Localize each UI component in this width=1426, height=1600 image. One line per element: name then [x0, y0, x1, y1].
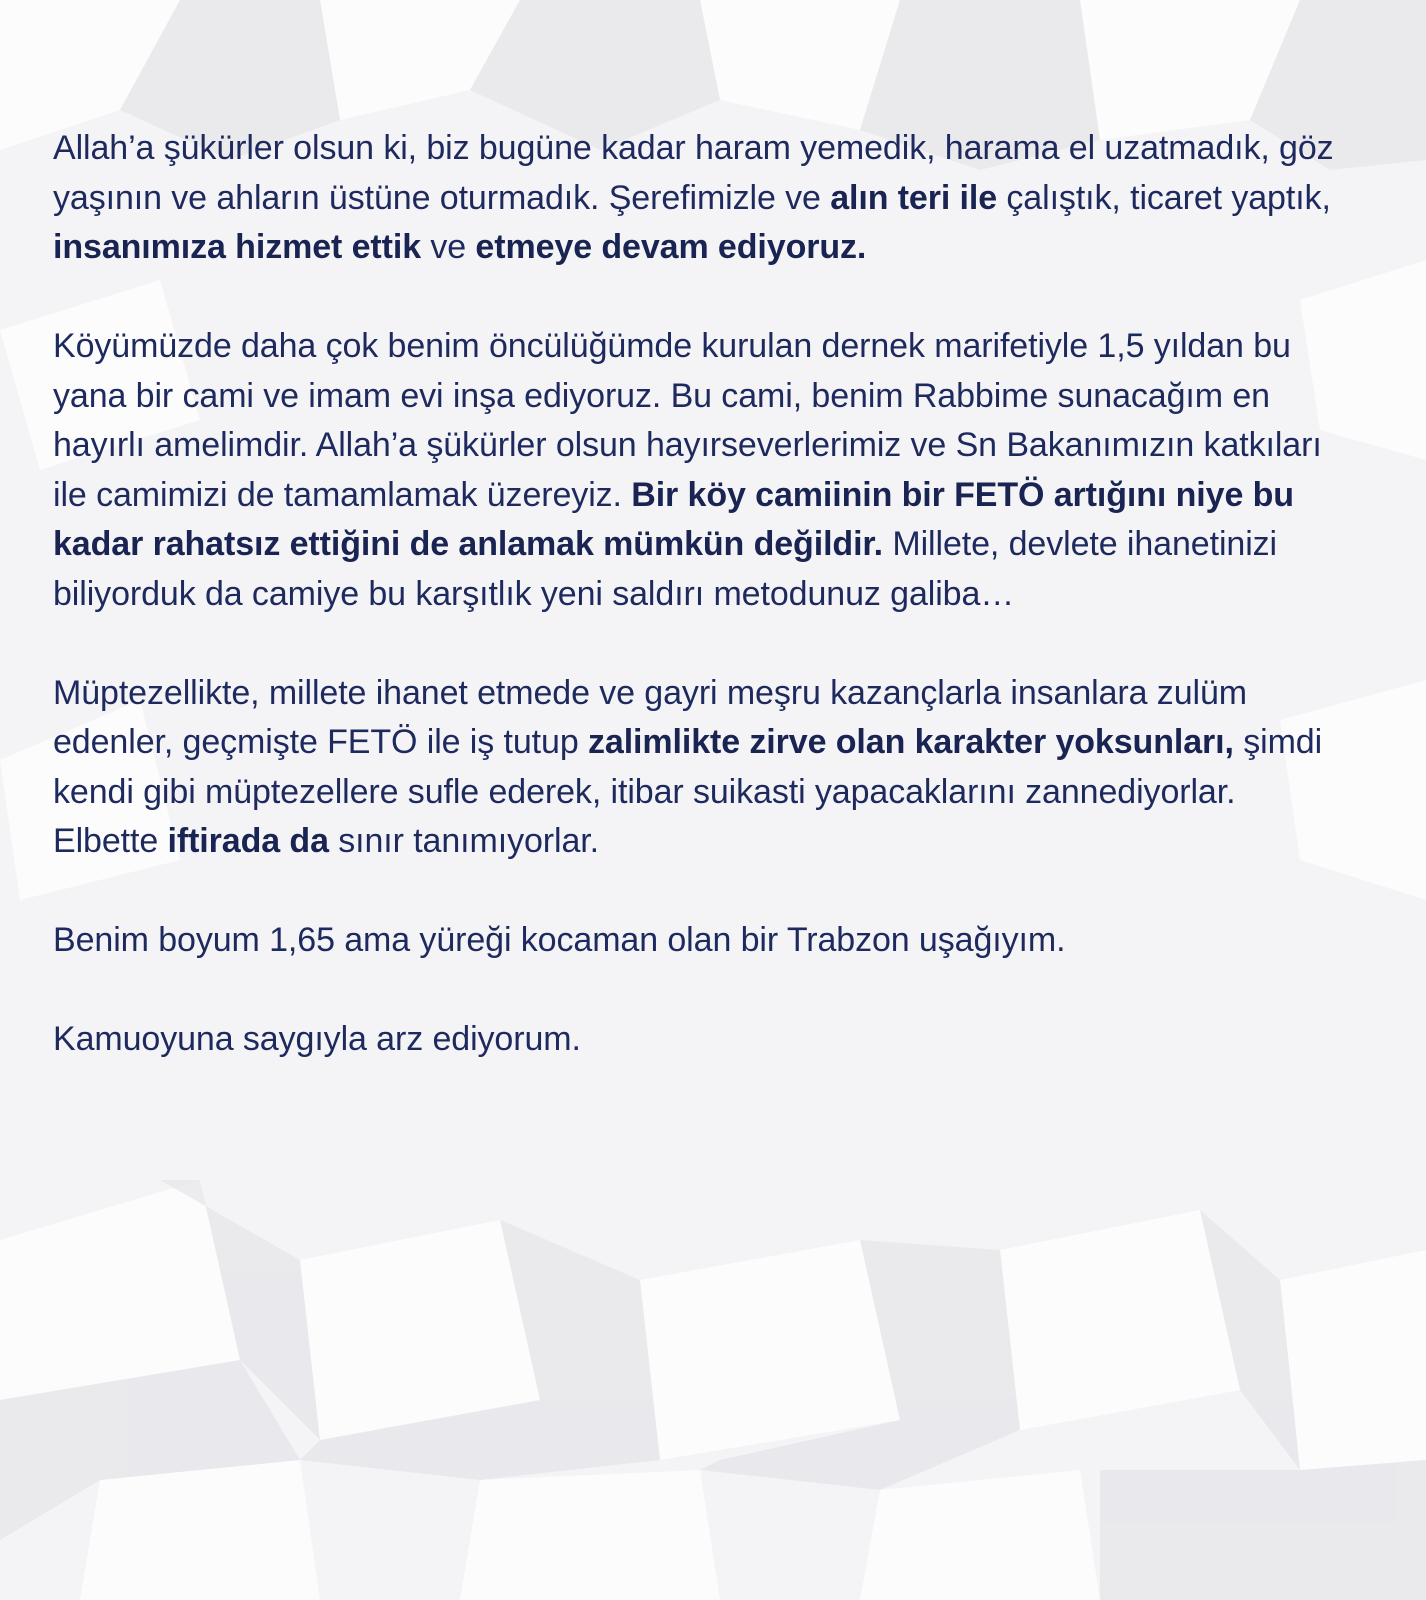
text-segment: ve	[421, 228, 476, 266]
bold-text-segment: Bir köy camiinin bir FETÖ artığını niye bu kadar rahatsız ettiğini de anlamak mümkün değildir.	[53, 475, 1294, 563]
statement-text	[53, 124, 1353, 1114]
text-segment: Benim boyum 1,65 ama yüreği kocaman olan bir Trabzon uşağıyım.	[53, 921, 1066, 959]
text-segment: Kamuoyuna saygıyla arz ediyorum.	[53, 1020, 581, 1058]
text-segment: şimdi kendi gibi müptezellere sufle ederek, itibar suikasti yapacaklarını zannediyorlar.	[53, 723, 1323, 811]
bold-text-segment: insanımıza hizmet ettik	[53, 228, 422, 266]
text-segment: çalıştık, ticaret yaptık,	[997, 178, 1331, 217]
text-segment: Elbette	[53, 822, 168, 860]
bold-text-segment: etmeye devam ediyoruz.	[475, 228, 867, 266]
text-segment: Millete, devlete ihanetinizi biliyorduk da camiye bu karşıtlık yeni saldırı metodunuz galiba…	[53, 525, 1278, 613]
bold-text-segment: zalimlikte zirve olan karakter yoksunları,	[587, 723, 1234, 761]
bold-text-segment: iftirada da	[167, 822, 329, 860]
text-segment: Köyümüzde daha çok benim öncülüğümde kurulan dernek marifetiyle 1,5 yıldan bu yana bir cami ve imam evi inşa ediyoruz. Bu cami, benim Rabbime sunacağım en hayırlı amelimdir. Allah’a şükürler olsun hayırseverlerimiz ve Sn Bakanımızın katkıları ile camimizi de tamamlamak üzereyiz.	[53, 327, 1322, 514]
text-segment: Allah’a şükürler olsun ki, biz bugüne kadar haram yemedik, harama el uzatmadık, göz yaşının ve ahların üstüne oturmadık. Şerefimizle ve	[53, 129, 1334, 217]
text-segment: sınır tanımıyorlar.	[328, 822, 599, 860]
paragraph-4	[53, 817, 1353, 867]
paragraph-3	[53, 669, 1353, 818]
paragraph-1	[53, 124, 1353, 273]
bold-text-segment: alın teri ile	[830, 178, 998, 217]
paragraph-2	[53, 322, 1353, 619]
text-segment: Müptezellikte, millete ihanet etmede ve gayri meşru kazançlarla insanlara zulüm edenler, geçmişte FETÖ ile iş tutup	[53, 673, 1247, 761]
paragraph-6	[53, 1015, 1353, 1065]
paragraph-5	[53, 916, 1353, 966]
